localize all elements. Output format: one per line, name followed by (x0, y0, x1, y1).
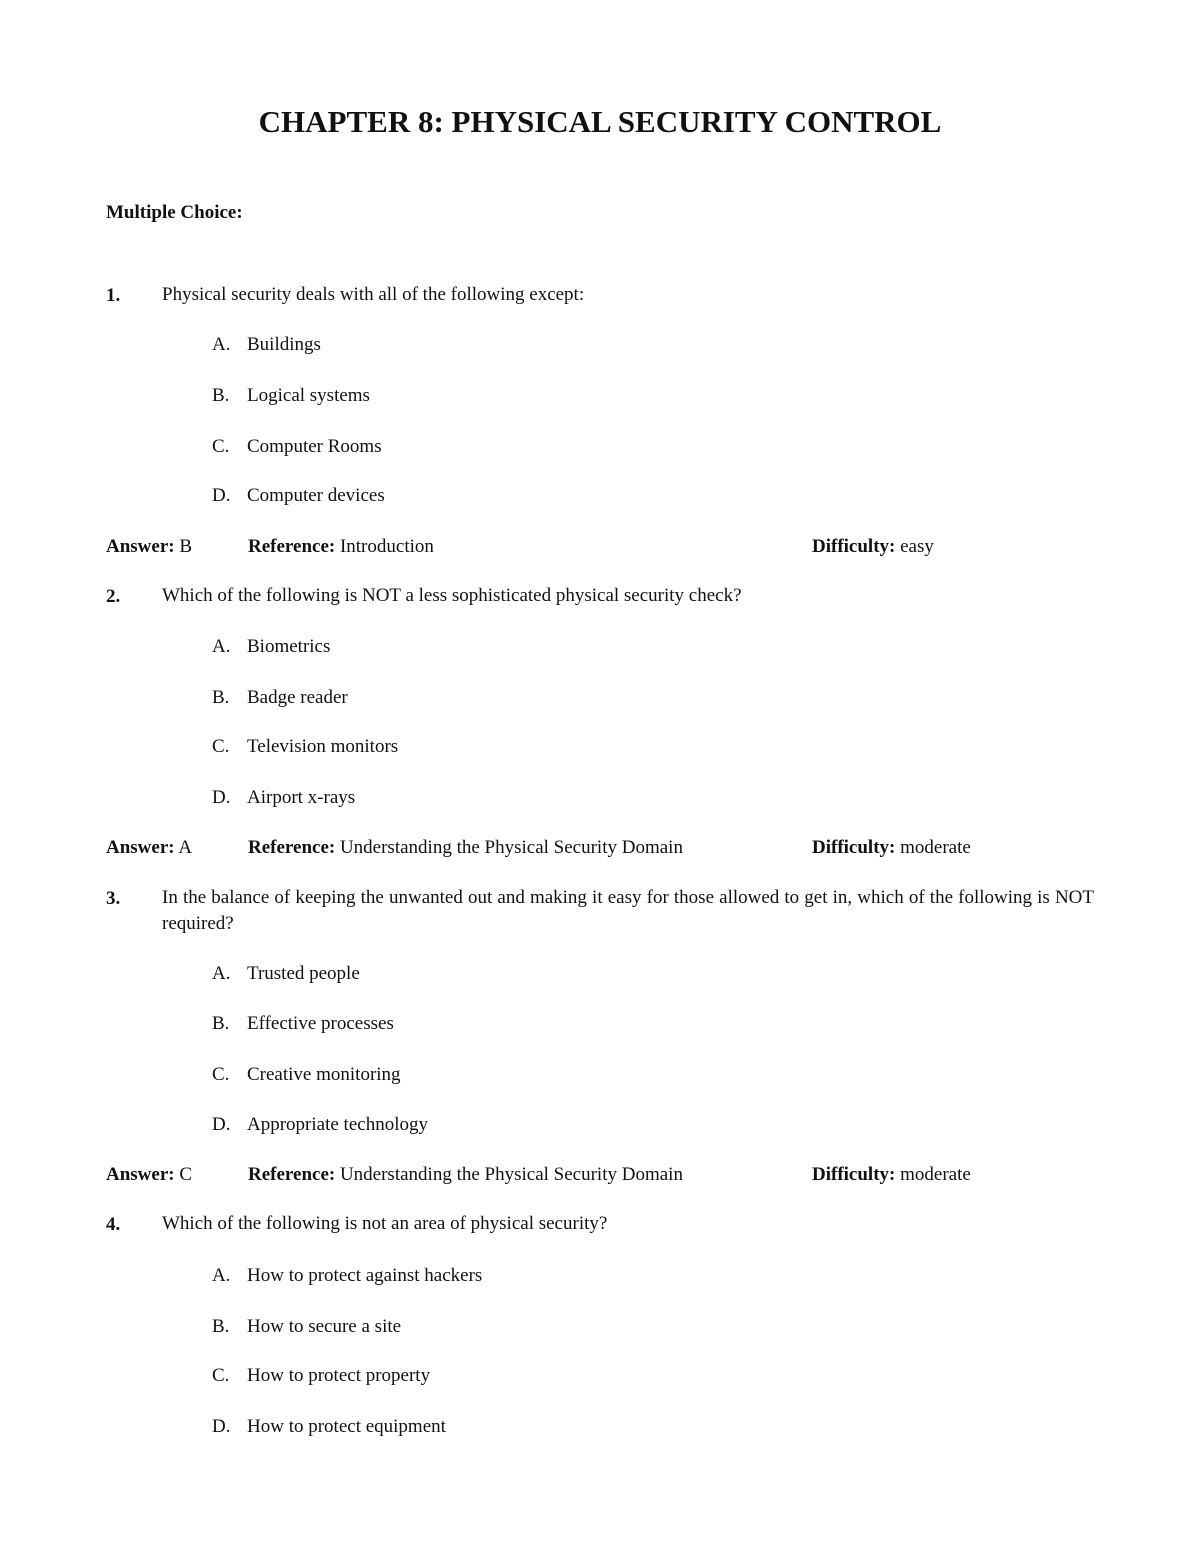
reference-label: Reference: (248, 1164, 336, 1185)
difficulty-line (812, 1164, 971, 1186)
answer-value: B (179, 536, 193, 557)
option-letter: D. (212, 1114, 231, 1135)
reference-value: Understanding the Physical Security Domain (339, 1164, 683, 1185)
reference-label: Reference: (248, 536, 336, 557)
answer-line (106, 536, 192, 558)
option-text: Appropriate technology (247, 1114, 428, 1135)
option-letter: A. (212, 1265, 231, 1286)
option-letter: A. (212, 334, 231, 355)
option-letter: D. (212, 1416, 231, 1437)
option (212, 687, 348, 709)
answer-line (106, 837, 192, 859)
option-letter: C. (212, 1064, 230, 1085)
difficulty-value: moderate (900, 837, 971, 858)
option-text: How to protect equipment (247, 1416, 446, 1437)
option-text: Airport x-rays (247, 787, 356, 808)
option (212, 436, 382, 458)
option (212, 385, 370, 407)
option-letter: B. (212, 385, 230, 406)
option (212, 1316, 401, 1338)
section-heading: Multiple Choice: (106, 202, 243, 223)
option (212, 1365, 430, 1387)
option (212, 1265, 482, 1287)
difficulty-value: easy (900, 536, 934, 557)
difficulty-label: Difficulty: (812, 536, 896, 557)
option-letter: A. (212, 963, 231, 984)
difficulty-line (812, 536, 934, 558)
option (212, 963, 360, 985)
option (212, 334, 321, 356)
difficulty-label: Difficulty: (812, 1164, 896, 1185)
option-letter: B. (212, 1316, 230, 1337)
answer-value: A (178, 837, 193, 858)
answer-value: C (179, 1164, 193, 1185)
option (212, 1064, 401, 1086)
question-text: Physical security deals with all of the following except: (162, 284, 585, 305)
option-letter: C. (212, 436, 230, 457)
option (212, 1013, 394, 1035)
option-text: Effective processes (247, 1013, 394, 1034)
question-number: 2. (106, 586, 121, 607)
answer-label: Answer: (106, 536, 175, 557)
question-number: 4. (106, 1214, 121, 1235)
difficulty-label: Difficulty: (812, 837, 896, 858)
question-text: In the balance of keeping the unwanted out and making it easy for those allowed to get in, which of the following is NOT required? (162, 887, 1094, 934)
option-text: Computer Rooms (247, 436, 382, 457)
option-letter: C. (212, 1365, 230, 1386)
option-text: Buildings (247, 334, 321, 355)
question-number: 3. (106, 888, 121, 909)
reference-value: Understanding the Physical Security Domain (339, 837, 683, 858)
option-text: How to protect property (247, 1365, 431, 1386)
reference-value: Introduction (339, 536, 434, 557)
option-letter: D. (212, 787, 231, 808)
question-number: 1. (106, 285, 121, 306)
question-text: Which of the following is not an area of physical security? (162, 1213, 608, 1234)
option (212, 736, 398, 758)
option-letter: A. (212, 636, 231, 657)
answer-label: Answer: (106, 1164, 175, 1185)
option (212, 1416, 446, 1438)
option-text: Biometrics (247, 636, 331, 657)
option-text: Creative monitoring (247, 1064, 401, 1085)
option-text: Logical systems (247, 385, 370, 406)
option-letter: B. (212, 1013, 230, 1034)
option-letter: B. (212, 687, 230, 708)
page-title: CHAPTER 8: PHYSICAL SECURITY CONTROL (258, 104, 942, 139)
option-letter: C. (212, 736, 230, 757)
reference-line (248, 837, 683, 859)
difficulty-line (812, 837, 971, 859)
option-text: Trusted people (247, 963, 360, 984)
option-text: How to protect against hackers (247, 1265, 483, 1286)
option-text: Television monitors (247, 736, 399, 757)
option-text: Computer devices (247, 485, 385, 506)
reference-line (248, 1164, 683, 1186)
answer-label: Answer: (106, 837, 175, 858)
option (212, 485, 385, 507)
answer-line (106, 1164, 192, 1186)
option-letter: D. (212, 485, 231, 506)
question-text: Which of the following is NOT a less sophisticated physical security check? (162, 585, 742, 606)
reference-label: Reference: (248, 837, 336, 858)
option-text: How to secure a site (247, 1316, 402, 1337)
option (212, 1114, 428, 1136)
option (212, 787, 355, 809)
difficulty-value: moderate (900, 1164, 971, 1185)
option (212, 636, 330, 658)
option-text: Badge reader (247, 687, 348, 708)
reference-line (248, 536, 434, 558)
